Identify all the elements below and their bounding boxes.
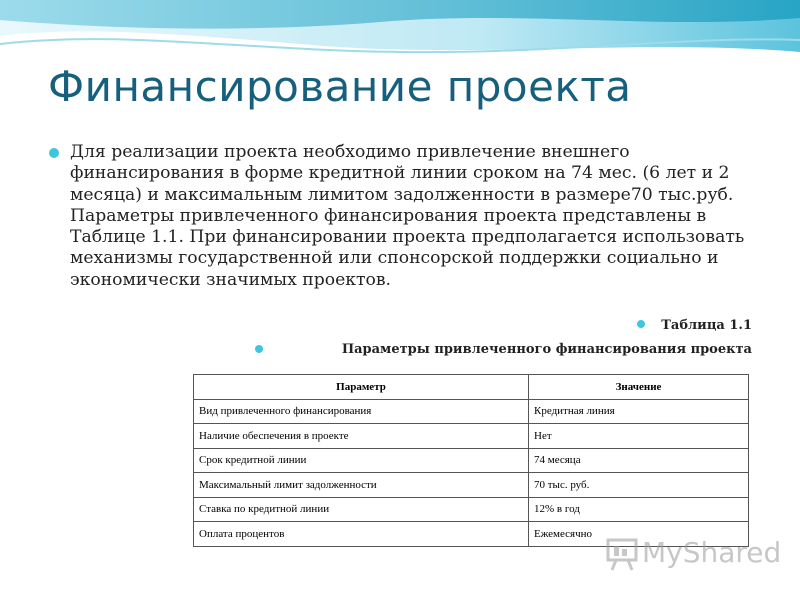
value-cell: Нет: [529, 424, 749, 449]
watermark-text: MyShared: [642, 536, 782, 569]
table-row: [194, 424, 749, 449]
value-cell: Ежемесячно: [529, 522, 749, 547]
table-caption-title: Параметры привлеченного финансирования проекта: [341, 342, 752, 357]
param-cell: Оплата процентов: [194, 522, 529, 547]
bullet-dot: [49, 148, 59, 158]
table-header-row: [194, 375, 749, 400]
param-cell: Наличие обеспечения в проекте: [194, 424, 529, 449]
value-cell: Кредитная линия: [529, 399, 749, 424]
param-cell: Вид привлеченного финансирования: [194, 399, 529, 424]
param-cell: Максимальный лимит задолженности: [194, 473, 529, 498]
parameters-table: [193, 374, 749, 547]
table-row: [194, 399, 749, 424]
param-cell: Срок кредитной линии: [194, 448, 529, 473]
header-value: Значение: [529, 375, 749, 400]
header-parameter: Параметр: [194, 375, 529, 400]
value-cell: 70 тыс. руб.: [529, 473, 749, 498]
bullet-dot: [255, 345, 263, 353]
table-row: [194, 497, 749, 522]
value-cell: 74 месяца: [529, 448, 749, 473]
table-caption-number: Таблица 1.1: [661, 318, 752, 333]
body-paragraph: Для реализации проекта необходимо привлечение внешнего финансирования в форме кредитной линии сроком на 74 мес. (6 лет и 2 месяца) и максимальным лимитом задолженности в размере70 тыс.руб. Параметры привлеченного финансирования проекта представлены в Таблице 1.1. При финансировании проекта предполагается использовать механизмы государственной или спонсорской поддержки социально и экономически значимых проектов.: [70, 142, 745, 290]
bullet-dot: [637, 320, 645, 328]
value-cell: 12% в год: [529, 497, 749, 522]
param-cell: Ставка по кредитной линии: [194, 497, 529, 522]
table-row: [194, 473, 749, 498]
presentation-board-icon: [606, 534, 638, 572]
slide-title: Финансирование проекта: [48, 62, 632, 111]
table-row: [194, 448, 749, 473]
watermark: [606, 534, 782, 574]
